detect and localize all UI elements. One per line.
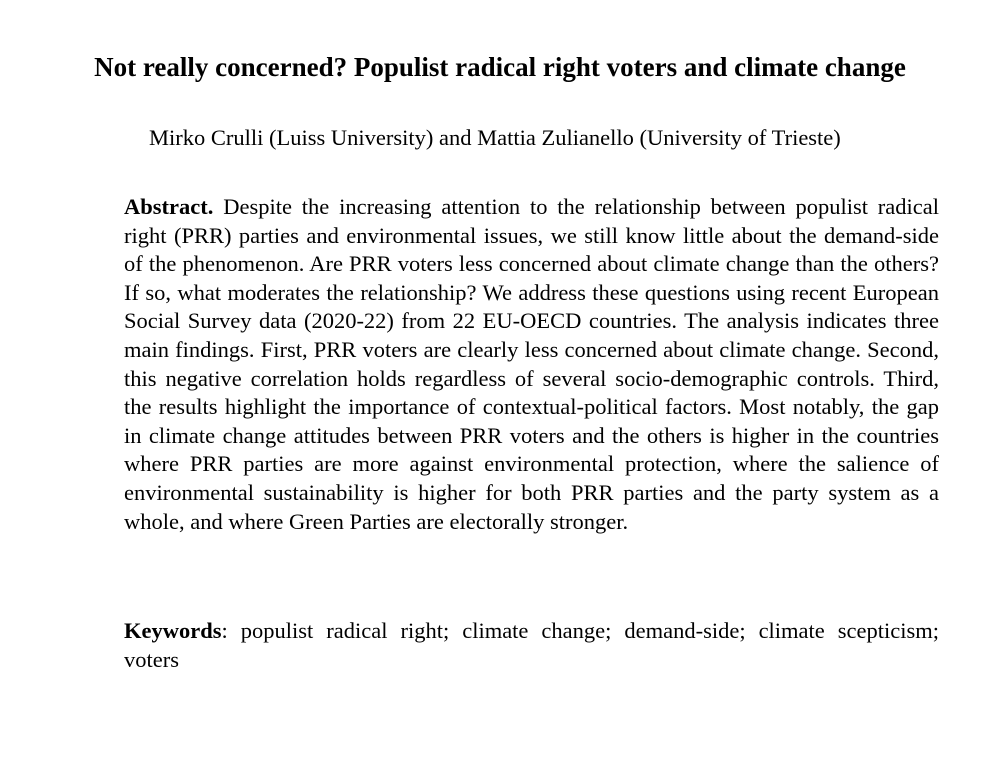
author-line: Mirko Crulli (Luiss University) and Mattia Zulianello (University of Trieste) <box>149 125 841 150</box>
paper-title: Not really concerned? Populist radical right voters and climate change <box>94 52 906 82</box>
keywords-separator: : <box>221 618 228 643</box>
keywords-text: populist radical right; climate change; demand-side; climate scepticism; voters <box>124 618 940 672</box>
abstract-label: Abstract. <box>124 194 214 219</box>
keywords-label: Keywords <box>124 618 222 643</box>
abstract-text: Despite the increasing attention to the relationship between populist radical right (PRR) parties and environmental issues, we still know little about the demand-side of the phenomenon. Are PRR voters less concerned about climate change than the others? If so, what moderates the relationship? We address these questions using recent European Social Survey data (2020-22) from 22 EU-OECD countries. The analysis indicates three main findings. First, PRR voters are clearly less concerned about climate change. Second, this negative correlation holds regardless of several socio-demographic controls. Third, the results highlight the importance of contextual-political factors. Most notably, the gap in climate change attitudes between PRR voters and the others is higher in the countries where PRR parties are more against environmental protection, where the salience of environmental sustainability is higher for both PRR parties and the party system as a whole, and where Green Parties are electorally stronger. <box>124 194 939 534</box>
keywords-paragraph <box>124 617 939 674</box>
abstract-paragraph <box>124 193 939 536</box>
